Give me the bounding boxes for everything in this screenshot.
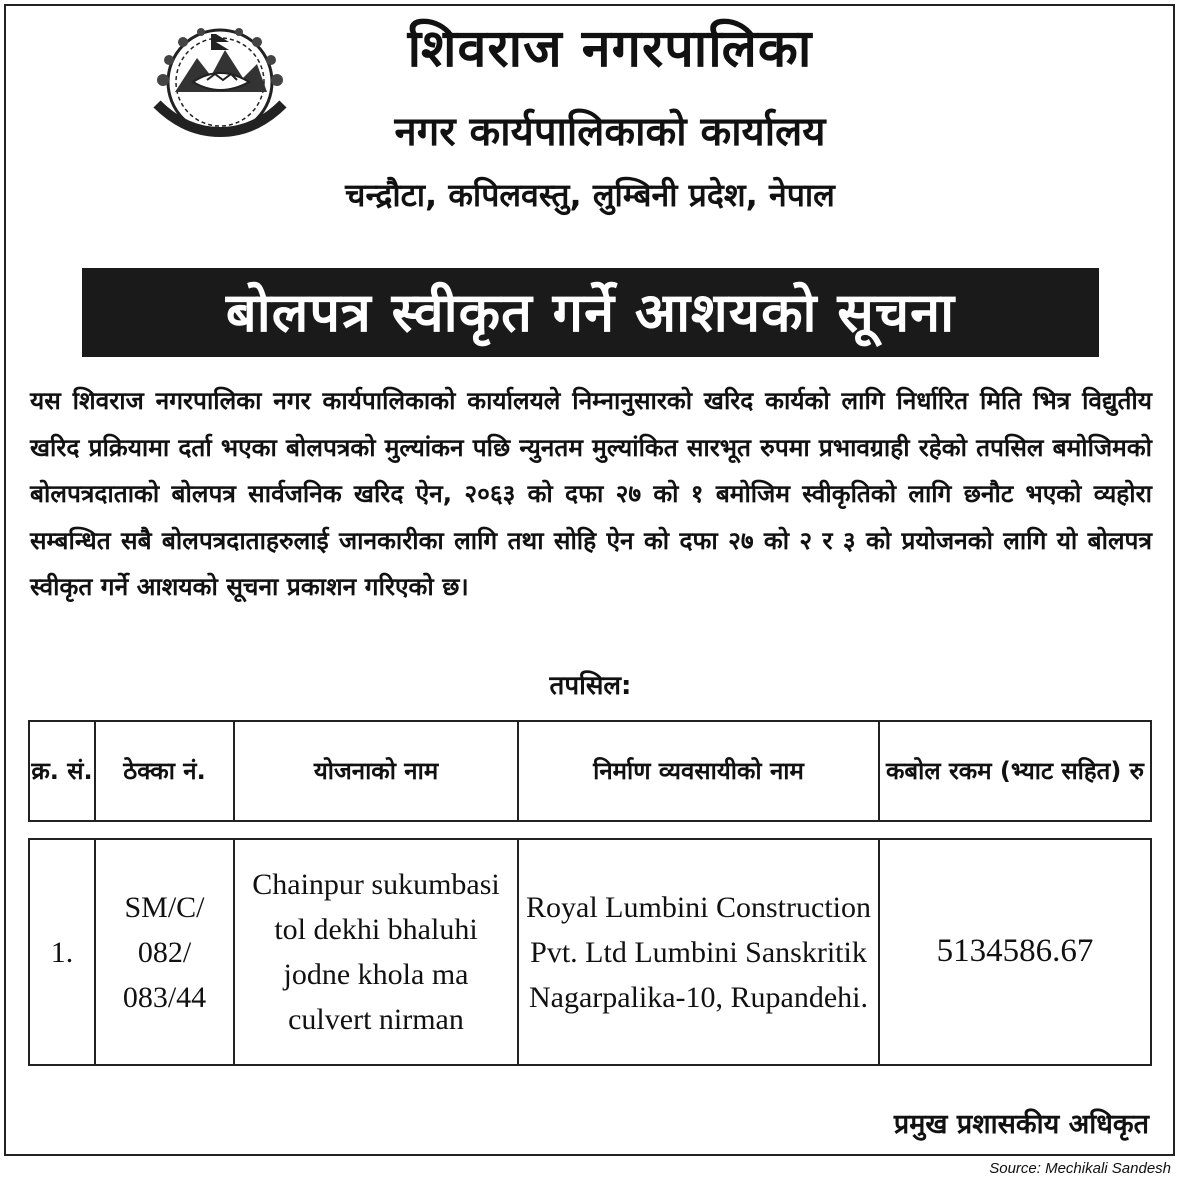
notice-body: यस शिवराज नगरपालिका नगर कार्यपालिकाको कार्यालयले निम्नानुसारको खरिद कार्यको लागि निर्धारित मिति भित्र विद्युतीय खरिद प्रक्रियामा दर्ता भएका बोलपत्रको मुल्यांकन पछि न्युनतम मुल्यांकित सारभूत रुपमा प्रभावग्राही रहेको तपसिल बमोजिमको बोलपत्रदाताको बोलपत्र सार्वजनिक खरिद ऐन, २०६३ को दफा २७ को १ बमोजिम स्वीकृतिको लागि छनौट भएको व्यहोरा सम्बन्धित सबै बोलपत्रदाताहरुलाई जानकारीका लागि तथा सोहि ऐन को दफा २७ को २ र ३ को प्रयोजनको लागि यो बोलपत्र स्वीकृत गर्ने आशयको सूचना प्रकाशन गरिएको छ। xyxy=(30,386,1152,601)
header-sn: क्र. सं. xyxy=(29,721,95,821)
source-credit: Source: Mechikali Sandesh xyxy=(989,1160,1171,1177)
cell-contract-no: SM/C/ 082/ 083/44 xyxy=(95,839,234,1065)
schedule-label: तपसिल: xyxy=(549,671,632,701)
header-project-name: योजनाको नाम xyxy=(234,721,518,821)
header-contract-no: ठेक्का नं. xyxy=(95,721,234,821)
notice-title: बोलपत्र स्वीकृत गर्ने आशयको सूचना xyxy=(82,268,1099,357)
cell-bid-amount: 5134586.67 xyxy=(879,839,1151,1065)
table-row xyxy=(29,839,1151,1065)
nepal-government-emblem-icon xyxy=(145,20,295,150)
bid-table xyxy=(28,720,1152,1066)
signature-title: प्रमुख प्रशासकीय अधिकृत xyxy=(893,1109,1149,1140)
office-name: नगर कार्यपालिकाको कार्यालय xyxy=(394,109,826,155)
header-bid-amount: कबोल रकम (भ्याट सहित) रु xyxy=(879,721,1151,821)
cell-contractor-name: Royal Lumbini Construction Pvt. Ltd Lumbini Sanskritik Nagarpalika-10, Rupandehi. xyxy=(518,839,879,1065)
table-header-row xyxy=(29,721,1151,821)
cell-sn: 1. xyxy=(29,839,95,1065)
cell-project-name: Chainpur sukumbasi tol dekhi bhaluhi jodne khola ma culvert nirman xyxy=(234,839,518,1065)
office-address: चन्द्रौटा, कपिलवस्तु, लुम्बिनी प्रदेश, नेपाल xyxy=(345,176,835,214)
header-contractor-name: निर्माण व्यवसायीको नाम xyxy=(518,721,879,821)
table-spacer xyxy=(29,821,1151,839)
org-name: शिवराज नगरपालिका xyxy=(407,19,813,79)
